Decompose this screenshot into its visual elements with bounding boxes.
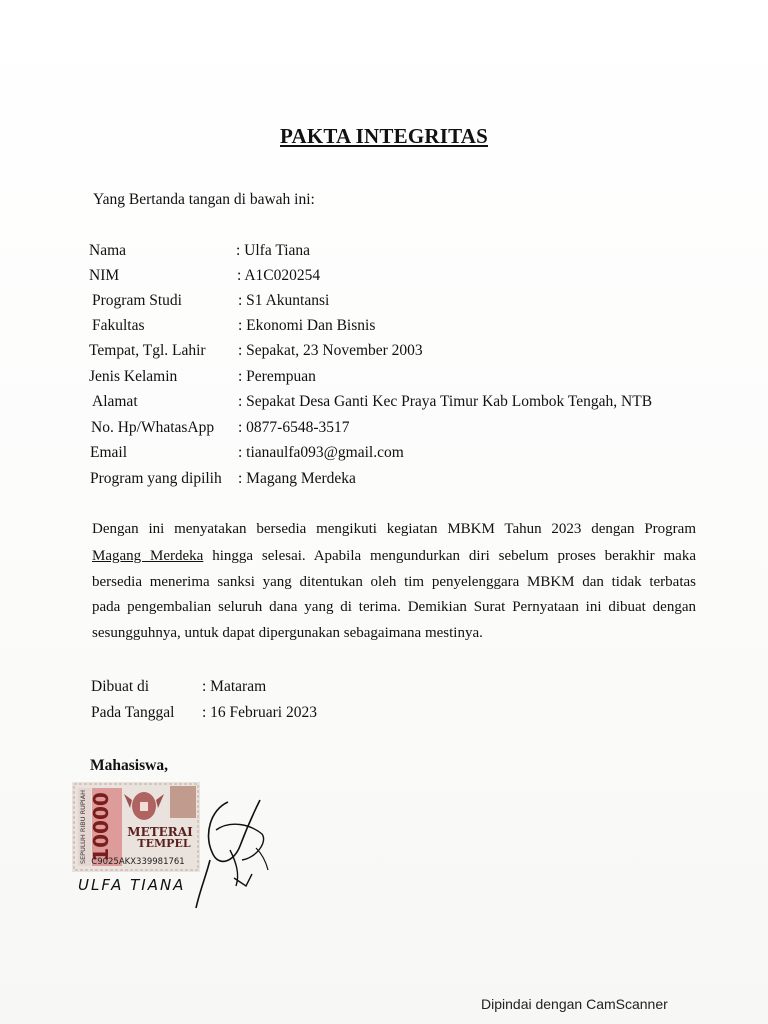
- field-value: : Sepakat, 23 November 2003: [238, 342, 423, 359]
- document-title: PAKTA INTEGRITAS: [280, 124, 488, 148]
- field-value: : Perempuan: [238, 368, 316, 385]
- statement-line-3: bersedia menerima sanksi yang ditentukan oleh tim penyelenggara MBKM dan tidak terbatas: [92, 574, 696, 590]
- field-value: : S1 Akuntansi: [238, 292, 330, 309]
- field-value: : Ekonomi Dan Bisnis: [238, 317, 376, 334]
- field-label: Nama: [89, 242, 127, 259]
- field-value: : tianaulfa093@gmail.com: [238, 444, 404, 461]
- stamp-label-meterai: METERAI: [127, 825, 193, 839]
- field-value: : Sepakat Desa Ganti Kec Praya Timur Kab Lombok Tengah, NTB: [238, 393, 653, 410]
- statement-line-2-text: hingga selesai. Apabila mengundurkan diri sebelum proses berakhir maka: [203, 548, 696, 564]
- field-label: NIM: [89, 267, 120, 284]
- date-value: : 16 Februari 2023: [202, 704, 317, 721]
- handwritten-signature: [170, 790, 280, 915]
- stamp-side-text: SEPULUH RIBU RUPIAH: [79, 789, 87, 865]
- program-name-underlined: Magang Merdeka: [92, 548, 204, 564]
- made-in-label: Dibuat di: [91, 678, 150, 695]
- signer-role: Mahasiswa,: [90, 757, 168, 774]
- field-label: Alamat: [92, 393, 138, 410]
- field-label: Program Studi: [92, 292, 182, 309]
- date-label: Pada Tanggal: [91, 704, 175, 721]
- field-label: Email: [90, 444, 128, 461]
- field-value: : Magang Merdeka: [238, 470, 356, 487]
- stamp-amount: 10000: [89, 792, 113, 862]
- statement-line-2: [92, 548, 696, 565]
- field-label: Jenis Kelamin: [89, 368, 178, 385]
- handwritten-name: ULFA TIANA: [78, 876, 186, 894]
- field-label: No. Hp/WhatasApp: [91, 419, 215, 436]
- field-label: Fakultas: [92, 317, 145, 334]
- scanner-watermark: Dipindai dengan CamScanner: [481, 996, 668, 1012]
- field-value: : Ulfa Tiana: [236, 242, 311, 259]
- made-in-value: : Mataram: [202, 678, 267, 695]
- stamp-serial: C9025AKX339981761: [91, 857, 185, 867]
- field-value: : A1C020254: [237, 267, 321, 284]
- statement-line-4: pada pengembalian seluruh dana yang di terima. Demikian Surat Pernyataan ini dibuat dengan: [92, 599, 696, 615]
- stamp-label-tempel: TEMPEL: [137, 837, 191, 850]
- statement-line-1: Dengan ini menyatakan bersedia mengikuti kegiatan MBKM Tahun 2023 dengan Program: [92, 521, 696, 537]
- field-label: Program yang dipilih: [90, 470, 222, 487]
- field-value: : 0877-6548-3517: [238, 419, 350, 436]
- field-label: Tempat, Tgl. Lahir: [89, 342, 206, 359]
- intro-text: Yang Bertanda tangan di bawah ini:: [93, 191, 315, 208]
- statement-line-5: sesungguhnya, untuk dapat dipergunakan sebagaimana mestinya.: [92, 625, 483, 641]
